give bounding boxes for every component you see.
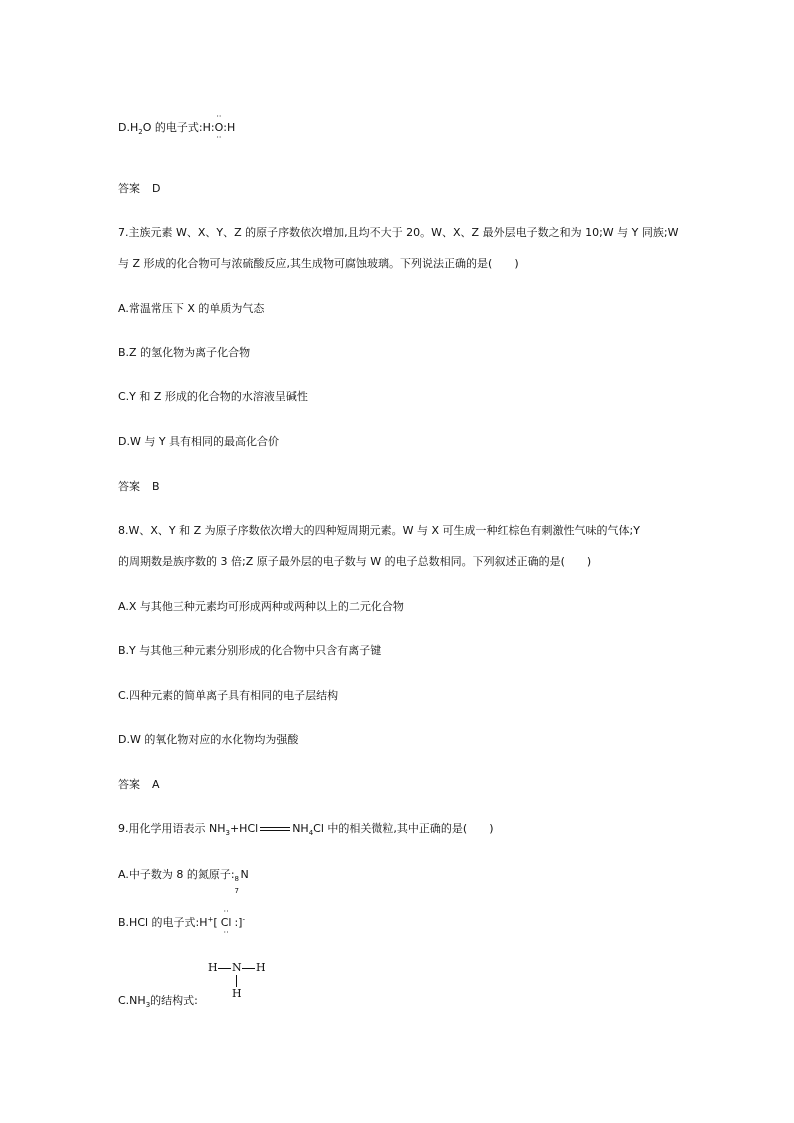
q8-stem-text: 的周期数是族序数的 3 倍;Z 原子最外层的电子数与 W 的电子总数相同。下列叙述正确的是( xyxy=(118,555,565,568)
bond-down xyxy=(236,975,237,987)
q7-stem-line2 xyxy=(118,257,519,271)
q8-answer xyxy=(118,778,160,792)
q8-option-b: B.Y 与其他三种元素分别形成的化合物中只含有离子键 xyxy=(118,644,382,657)
q9-option-c-text: C.NH xyxy=(118,994,146,1007)
q6-option-d-sub: 2 xyxy=(138,128,143,137)
bracket-open: [ xyxy=(213,916,218,929)
q9-stem-a: 9.用化学用语表示 NH xyxy=(118,822,226,835)
bracket-close: ] xyxy=(238,916,243,929)
answer-label: 答案 xyxy=(118,778,140,791)
q6-option-d-rest: O 的电子式:H xyxy=(142,121,211,134)
q6-option-d-prefix: D.H xyxy=(118,121,139,134)
q9-stem-b: +HCl xyxy=(229,822,259,835)
chloride-charge: - xyxy=(242,915,245,924)
q6-option-d-h: H xyxy=(226,121,236,134)
answer-value: B xyxy=(152,480,160,493)
q9-option-c xyxy=(118,994,198,1008)
mass-number: 8 xyxy=(234,875,239,883)
chlorine-symbol: Cl xyxy=(220,916,232,929)
q7-stem-line1: 7.主族元素 W、X、Y、Z 的原子序数依次增加,且均不大于 20。W、X、Z 最外层电子数之和为 10;W 与 Y 同族;W xyxy=(118,226,679,239)
ammonia-structural-formula xyxy=(208,962,268,1008)
q6-answer xyxy=(118,182,160,196)
atomic-number: 7 xyxy=(234,887,239,895)
bond-right xyxy=(242,968,255,969)
q7-option-c: C.Y 和 Z 形成的化合物的水溶液呈碱性 xyxy=(118,390,308,403)
q7-stem-text: 与 Z 形成的化合物可与浓硫酸反应,其生成物可腐蚀玻璃。下列说法正确的是( xyxy=(118,257,493,270)
q6-option-d-colon2: : xyxy=(223,121,227,134)
struct-h-bottom: H xyxy=(232,987,242,1000)
struct-h-left: H xyxy=(208,961,218,974)
q6-option-d-oxygen: O xyxy=(214,121,224,134)
oxygen-electron-dots: O ·· ·· xyxy=(214,112,224,142)
answer-label: 答案 xyxy=(118,182,140,195)
q9-option-a-text: A.中子数为 8 的氮原子: xyxy=(118,868,235,881)
q8-option-c: C.四种元素的简单离子具有相同的电子层结构 xyxy=(118,689,339,702)
bond-left xyxy=(218,968,231,969)
chlorine-electron-dots: Cl ·· ·· xyxy=(220,907,232,937)
q9-option-c-rest: 的结构式: xyxy=(150,994,198,1007)
nitrogen-symbol: N xyxy=(240,868,249,881)
q7-stem-close: ) xyxy=(514,257,519,270)
struct-h-right: H xyxy=(256,961,266,974)
q6-option-d-colon1: : xyxy=(210,121,215,134)
q7-option-b: B.Z 的氢化物为离子化合物 xyxy=(118,346,251,359)
q7-option-a: A.常温常压下 X 的单质为气态 xyxy=(118,302,265,315)
q9-option-b: B.HCl 的电子式:H+[ Cl ·· ·· :]- xyxy=(118,907,245,937)
answer-label: 答案 xyxy=(118,480,140,493)
q8-stem-line2 xyxy=(118,555,591,569)
q8-stem-close: ) xyxy=(586,555,592,568)
q9-stem-close: ) xyxy=(489,822,494,835)
q7-answer xyxy=(118,480,160,494)
q6-option-d xyxy=(118,112,236,142)
equals-arrow-icon xyxy=(260,827,290,831)
struct-n-center: N xyxy=(232,961,242,974)
q9-stem-sub1: 3 xyxy=(225,829,230,838)
q9-option-c-sub: 3 xyxy=(145,1001,151,1010)
q9-option-b-text: B.HCl 的电子式:H xyxy=(118,916,208,929)
answer-value: A xyxy=(152,778,160,791)
answer-value: D xyxy=(152,182,161,195)
q8-option-a: A.X 与其他三种元素均可形成两种或两种以上的二元化合物 xyxy=(118,600,404,613)
q8-stem-line1: 8.W、X、Y 和 Z 为原子序数依次增大的四种短周期元素。W 与 X 可生成一种红棕色有刺激性气味的气体;Y xyxy=(118,524,640,537)
q9-stem xyxy=(118,822,494,836)
q7-option-d: D.W 与 Y 具有相同的最高化合价 xyxy=(118,435,280,448)
q9-stem-d: Cl 中的相关微粒,其中正确的是( xyxy=(313,822,468,835)
q9-stem-sub2: 4 xyxy=(308,829,314,838)
q8-option-d: D.W 的氧化物对应的水化物均为强酸 xyxy=(118,733,299,746)
q9-option-a xyxy=(118,868,249,895)
hydrogen-charge: + xyxy=(207,915,214,924)
q9-stem-c: NH xyxy=(292,822,309,835)
